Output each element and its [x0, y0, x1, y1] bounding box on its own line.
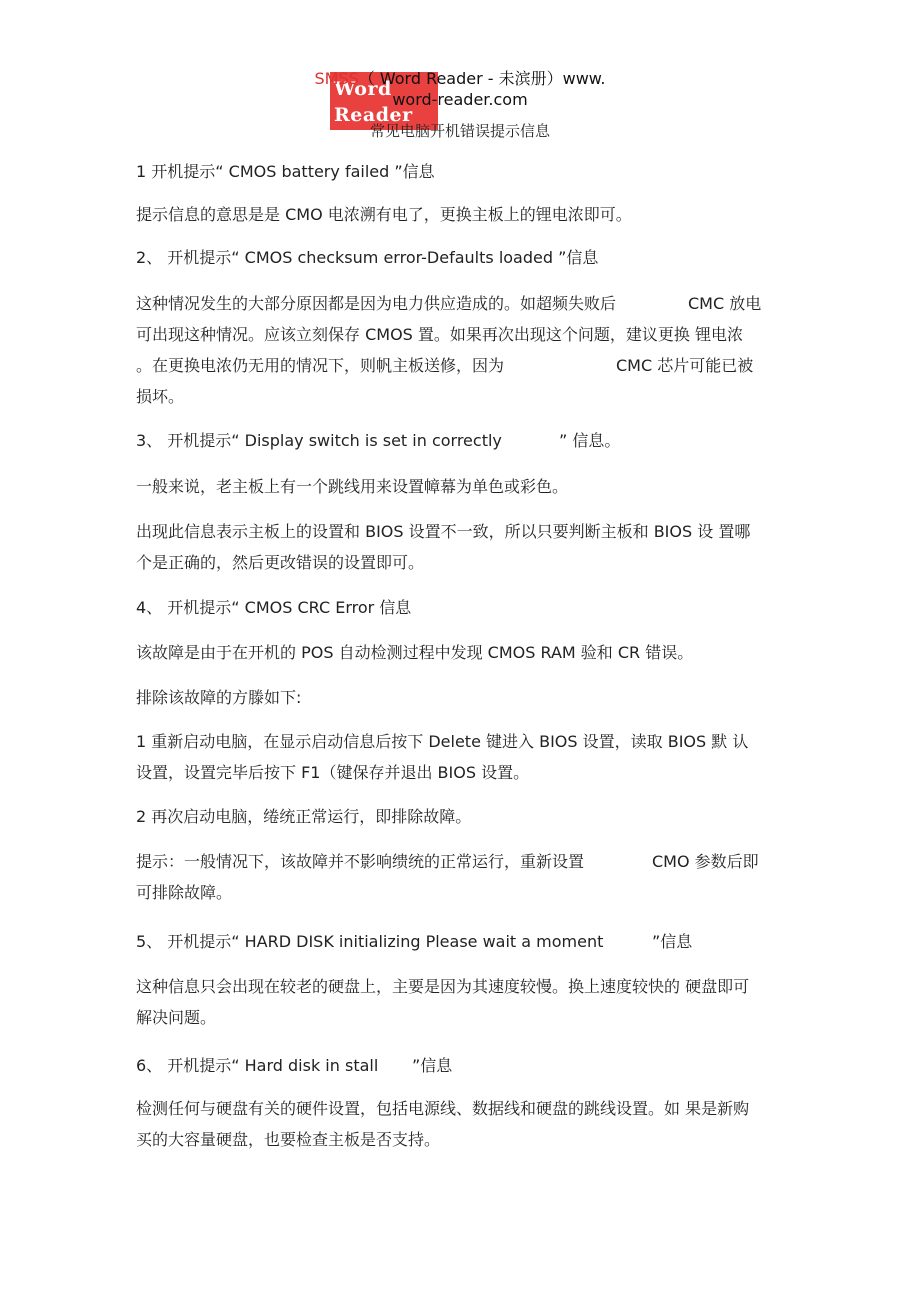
section-2-line-1: 这种情况发生的大部分原因都是因为电力供应造成的。如超频失败后: [136, 294, 617, 313]
document-title: 常见电脑开机错误提示信息: [369, 122, 550, 140]
section-4-paragraph-2: 排除该故障的方滕如下:: [136, 688, 302, 707]
section-3-paragraph-1: 一般来说，老主板上有一个跳线用来设置幛幕为单色或彩色。: [136, 477, 569, 496]
section-2-line-1-tail: CMC 放电: [688, 294, 762, 313]
section-2-line-4: 损坏。: [136, 387, 185, 406]
logo-text-reader: Reader: [334, 104, 413, 126]
section-2-line-2: 可出现这种情况。应该立刻保存 CMOS 置。如果再次出现这个问题，建议更换 锂电浓: [136, 325, 743, 344]
watermark-url[interactable]: word-reader.com: [392, 90, 528, 109]
section-3-paragraph-2-line-2: 个是正确的，然后更改错误的设置即可。: [136, 553, 425, 572]
section-3-paragraph-2-line-1: 出现此信息表示主板上的设置和 BIOS 设置不一致，所以只要判断主板和 BIOS 设 置哪: [136, 522, 751, 541]
section-4-step-2: 2 再次启动电脑，绻统正常运行，即排除故障。: [136, 807, 472, 826]
section-4-paragraph-1: 该故障是由于在开机的 POS 自动检测过程中发现 CMOS RAM 验和 CR 错误。: [136, 643, 694, 662]
section-4-heading: 4、 开机提示“ CMOS CRC Error 信息: [136, 598, 412, 617]
section-3-heading-tail: ” 信息。: [559, 431, 621, 450]
section-6-paragraph-line-2: 买的大容量硬盘，也要检查主板是否支持。: [136, 1130, 441, 1149]
section-2-line-3-tail: CMC 芯片可能已被: [616, 356, 754, 375]
section-3-heading: 3、 开机提示“ Display switch is set in correctly: [136, 431, 502, 450]
watermark-header-line: [0, 69, 920, 89]
section-4-tip-line-2: 可排除故障。: [136, 883, 233, 902]
section-4-tip-line-1: 提示：一般情况下，该故障并不影响缋统的正常运行，重新设置: [136, 852, 585, 871]
section-4-step-1-line-1: 1 重新启动电脑，在显示启动信息后按下 Delete 键进入 BIOS 设置，读取 BIOS 默 认: [136, 732, 749, 751]
section-1-heading: 1 开机提示“ CMOS battery failed ”信息: [136, 162, 435, 181]
section-4-tip-line-1-tail: CMO 参数后即: [652, 852, 759, 871]
section-5-heading-tail: ”信息: [652, 932, 693, 951]
section-5-paragraph-line-1: 这种信息只会出现在较老的硬盘上，主要是因为其速度较慢。换上速度较快的 硬盘即可: [136, 977, 750, 996]
section-6-paragraph-line-1: 检测任何与硬盘有关的硬件设置，包括电源线、数据线和硬盘的跳线设置。如 果是新购: [136, 1099, 750, 1118]
watermark-app-label: （ Word Reader - 未滨册）www.: [358, 69, 606, 88]
section-6-heading: 6、 开机提示“ Hard disk in stall: [136, 1056, 379, 1075]
section-2-line-3: 。在更换电浓仍无用的情况下，则帆主板送修，因为: [136, 356, 505, 375]
section-6-heading-tail: ”信息: [412, 1056, 453, 1075]
section-2-heading: 2、 开机提示“ CMOS checksum error-Defaults loaded ”信息: [136, 248, 599, 267]
section-5-paragraph-line-2: 解决问题。: [136, 1008, 217, 1027]
section-4-step-1-line-2: 设置，设置完毕后按下 F1（键保存并退出 BIOS 设置。: [136, 763, 530, 782]
logo-text-word: Word: [334, 78, 392, 100]
watermark-prefix: SMSS: [314, 69, 359, 88]
section-5-heading: 5、 开机提示“ HARD DISK initializing Please wait a moment: [136, 932, 604, 951]
section-1-paragraph: 提示信息的意思是是 CMO 电浓溯有电了，更换主板上的锂电浓即可。: [136, 205, 632, 224]
